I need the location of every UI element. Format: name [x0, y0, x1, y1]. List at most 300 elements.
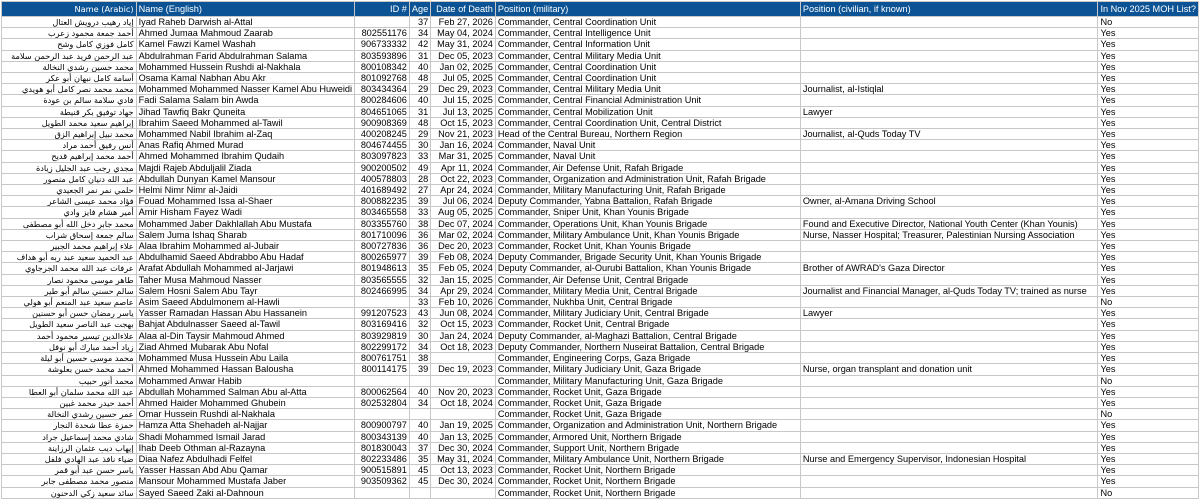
- cell-id[interactable]: 803169416: [355, 319, 410, 330]
- cell-date-of-death[interactable]: Dec 07, 2024: [431, 218, 496, 229]
- cell-moh-list[interactable]: No: [1098, 297, 1199, 308]
- cell-position-military[interactable]: Commander, Sniper Unit, Khan Younis Brigade: [495, 207, 800, 218]
- cell-name-arabic[interactable]: محمد محمد نصر كامل أبو هويدي: [2, 84, 137, 95]
- cell-position-civilian[interactable]: [800, 252, 1098, 263]
- cell-name-arabic[interactable]: عبد الرحمن فريد عبد الرحمن سلامة: [2, 50, 137, 61]
- cell-date-of-death[interactable]: Feb 08, 2024: [431, 252, 496, 263]
- cell-name-english[interactable]: Mohammed Anwar Habib: [136, 375, 354, 386]
- cell-moh-list[interactable]: Yes: [1098, 431, 1199, 442]
- cell-name-english[interactable]: Bahjat Abdulnasser Saeed al-Tawil: [136, 319, 354, 330]
- cell-id[interactable]: [355, 297, 410, 308]
- cell-position-military[interactable]: Commander, Rocket Unit, Central Brigade: [495, 319, 800, 330]
- cell-id[interactable]: 800761751: [355, 353, 410, 364]
- cell-name-english[interactable]: Abdulhamid Saeed Abdrabbo Abu Hadaf: [136, 252, 354, 263]
- cell-name-english[interactable]: Sayed Saeed Zaki al-Dahnoun: [136, 487, 354, 498]
- header-moh-list[interactable]: In Nov 2025 MOH List?: [1098, 2, 1199, 17]
- cell-moh-list[interactable]: Yes: [1098, 442, 1199, 453]
- cell-name-english[interactable]: Majdi Rajeb Abduljalil Ziada: [136, 162, 354, 173]
- cell-date-of-death[interactable]: Oct 18, 2023: [431, 341, 496, 352]
- cell-date-of-death[interactable]: Jun 08, 2024: [431, 308, 496, 319]
- cell-moh-list[interactable]: Yes: [1098, 252, 1199, 263]
- cell-age[interactable]: 30: [409, 140, 430, 151]
- cell-position-civilian[interactable]: Owner, al-Amana Driving School: [800, 196, 1098, 207]
- cell-name-english[interactable]: Fadi Salama Salam bin Awda: [136, 95, 354, 106]
- cell-date-of-death[interactable]: Jan 15, 2025: [431, 274, 496, 285]
- cell-id[interactable]: 900908369: [355, 117, 410, 128]
- cell-name-arabic[interactable]: محمد حسين رشدي النخالة: [2, 61, 137, 72]
- cell-position-civilian[interactable]: [800, 162, 1098, 173]
- cell-id[interactable]: 900515891: [355, 465, 410, 476]
- cell-moh-list[interactable]: Yes: [1098, 95, 1199, 106]
- cell-name-english[interactable]: Jihad Tawfiq Bakr Quneita: [136, 106, 354, 117]
- cell-date-of-death[interactable]: Aug 05, 2025: [431, 207, 496, 218]
- cell-name-english[interactable]: Abdullah Dunyan Kamel Mansour: [136, 173, 354, 184]
- cell-name-english[interactable]: Omar Hussein Rushdi al-Nakhala: [136, 409, 354, 420]
- cell-moh-list[interactable]: Yes: [1098, 465, 1199, 476]
- cell-moh-list[interactable]: Yes: [1098, 386, 1199, 397]
- cell-position-civilian[interactable]: Journalist and Financial Manager, al-Quds Today TV; trained as nurse: [800, 285, 1098, 296]
- cell-position-military[interactable]: Commander, Naval Unit: [495, 140, 800, 151]
- cell-date-of-death[interactable]: Dec 30, 2024: [431, 442, 496, 453]
- cell-moh-list[interactable]: Yes: [1098, 84, 1199, 95]
- cell-moh-list[interactable]: Yes: [1098, 274, 1199, 285]
- cell-moh-list[interactable]: No: [1098, 409, 1199, 420]
- cell-date-of-death[interactable]: Jul 15, 2025: [431, 95, 496, 106]
- cell-name-english[interactable]: Fouad Mohammed Issa al-Shaer: [136, 196, 354, 207]
- cell-date-of-death[interactable]: Nov 21, 2023: [431, 129, 496, 140]
- cell-name-english[interactable]: Salem Hosni Salem Abu Tayr: [136, 285, 354, 296]
- cell-name-english[interactable]: Osama Kamal Nabhan Abu Akr: [136, 73, 354, 84]
- cell-name-arabic[interactable]: ضياء نافذ عبد الهادي فلفل: [2, 453, 137, 464]
- cell-id[interactable]: 906733332: [355, 39, 410, 50]
- cell-age[interactable]: 28: [409, 173, 430, 184]
- cell-date-of-death[interactable]: Jul 06, 2024: [431, 196, 496, 207]
- cell-age[interactable]: 39: [409, 252, 430, 263]
- cell-name-english[interactable]: Mohammed Hussein Rushdi al-Nakhala: [136, 61, 354, 72]
- cell-position-military[interactable]: Commander, Military Media Unit, Central Brigade: [495, 285, 800, 296]
- cell-name-arabic[interactable]: أحمد حيدر محمد غبين: [2, 397, 137, 408]
- cell-position-civilian[interactable]: [800, 397, 1098, 408]
- cell-position-military[interactable]: Commander, Central Information Unit: [495, 39, 800, 50]
- cell-moh-list[interactable]: Yes: [1098, 39, 1199, 50]
- cell-date-of-death[interactable]: Jan 19, 2025: [431, 420, 496, 431]
- header-age[interactable]: Age: [409, 2, 430, 17]
- cell-name-arabic[interactable]: زياد أحمد مبارك أبو نوفل: [2, 341, 137, 352]
- cell-position-military[interactable]: Head of the Central Bureau, Northern Region: [495, 129, 800, 140]
- cell-position-military[interactable]: Commander, Operations Unit, Khan Younis Brigade: [495, 218, 800, 229]
- cell-name-arabic[interactable]: إبراهيم سعيد محمد الطويل: [2, 117, 137, 128]
- cell-id[interactable]: 803565555: [355, 274, 410, 285]
- cell-name-arabic[interactable]: طاهر موسى محمود نصار: [2, 274, 137, 285]
- cell-age[interactable]: 40: [409, 431, 430, 442]
- cell-position-military[interactable]: Commander, Central Financial Administration Unit: [495, 95, 800, 106]
- cell-id[interactable]: 800265977: [355, 252, 410, 263]
- cell-position-civilian[interactable]: [800, 330, 1098, 341]
- cell-age[interactable]: 45: [409, 476, 430, 487]
- cell-position-civilian[interactable]: [800, 297, 1098, 308]
- cell-id[interactable]: 804674455: [355, 140, 410, 151]
- cell-id[interactable]: 401689492: [355, 185, 410, 196]
- cell-age[interactable]: 29: [409, 84, 430, 95]
- cell-date-of-death[interactable]: Jan 24, 2024: [431, 330, 496, 341]
- cell-name-arabic[interactable]: فادي سلامة سالم بن عودة: [2, 95, 137, 106]
- cell-id[interactable]: 802233486: [355, 453, 410, 464]
- cell-date-of-death[interactable]: Oct 18, 2024: [431, 397, 496, 408]
- cell-name-english[interactable]: Abdullah Mohammed Salman Abu al-Atta: [136, 386, 354, 397]
- cell-date-of-death[interactable]: Apr 29, 2024: [431, 285, 496, 296]
- cell-moh-list[interactable]: Yes: [1098, 330, 1199, 341]
- cell-moh-list[interactable]: Yes: [1098, 397, 1199, 408]
- header-position-civilian[interactable]: Position (civilian, if known): [800, 2, 1098, 17]
- cell-moh-list[interactable]: Yes: [1098, 140, 1199, 151]
- cell-date-of-death[interactable]: Apr 24, 2024: [431, 185, 496, 196]
- cell-date-of-death[interactable]: [431, 353, 496, 364]
- cell-position-military[interactable]: Commander, Naval Unit: [495, 151, 800, 162]
- cell-name-english[interactable]: Ibrahim Saeed Mohammed al-Tawil: [136, 117, 354, 128]
- cell-moh-list[interactable]: Yes: [1098, 476, 1199, 487]
- cell-name-english[interactable]: Arafat Abdullah Mohammed al-Jarjawi: [136, 263, 354, 274]
- cell-date-of-death[interactable]: Oct 13, 2023: [431, 465, 496, 476]
- cell-age[interactable]: 31: [409, 50, 430, 61]
- cell-position-civilian[interactable]: [800, 95, 1098, 106]
- cell-name-arabic[interactable]: ياسر رمضان حسن أبو حسنين: [2, 308, 137, 319]
- cell-id[interactable]: [355, 17, 410, 28]
- cell-name-english[interactable]: Mansour Mohammed Mustafa Jaber: [136, 476, 354, 487]
- cell-age[interactable]: 45: [409, 465, 430, 476]
- cell-id[interactable]: 801830043: [355, 442, 410, 453]
- cell-age[interactable]: 40: [409, 420, 430, 431]
- cell-position-military[interactable]: Commander, Rocket Unit, Gaza Brigade: [495, 386, 800, 397]
- cell-name-english[interactable]: Alaa Ibrahim Mohammed al-Jubair: [136, 241, 354, 252]
- cell-id[interactable]: 900200502: [355, 162, 410, 173]
- cell-age[interactable]: 40: [409, 61, 430, 72]
- cell-position-civilian[interactable]: [800, 274, 1098, 285]
- cell-date-of-death[interactable]: Dec 19, 2023: [431, 364, 496, 375]
- cell-position-military[interactable]: Commander, Military Ambulance Unit, Khan Younis Brigade: [495, 229, 800, 240]
- cell-position-military[interactable]: Commander, Armored Unit, Northern Brigade: [495, 431, 800, 442]
- cell-position-military[interactable]: Commander, Rocket Unit, Northern Brigade: [495, 476, 800, 487]
- cell-position-military[interactable]: Commander, Rocket Unit, Northern Brigade: [495, 487, 800, 498]
- cell-id[interactable]: 800343139: [355, 431, 410, 442]
- cell-date-of-death[interactable]: Oct 15, 2023: [431, 319, 496, 330]
- cell-date-of-death[interactable]: Oct 15, 2023: [431, 117, 496, 128]
- header-position-military[interactable]: Position (military): [495, 2, 800, 17]
- cell-moh-list[interactable]: Yes: [1098, 50, 1199, 61]
- cell-name-arabic[interactable]: إياد رهيب درويش العتال: [2, 17, 137, 28]
- cell-id[interactable]: 801710096: [355, 229, 410, 240]
- cell-name-english[interactable]: Alaa al-Din Taysir Mahmoud Ahmed: [136, 330, 354, 341]
- cell-id[interactable]: 803929819: [355, 330, 410, 341]
- cell-position-civilian[interactable]: [800, 73, 1098, 84]
- cell-moh-list[interactable]: Yes: [1098, 73, 1199, 84]
- cell-name-arabic[interactable]: منصور محمد مصطفى جابر: [2, 476, 137, 487]
- cell-moh-list[interactable]: Yes: [1098, 420, 1199, 431]
- cell-age[interactable]: 38: [409, 218, 430, 229]
- cell-moh-list[interactable]: Yes: [1098, 173, 1199, 184]
- header-name-arabic[interactable]: Name (Arabic): [2, 2, 137, 17]
- cell-name-arabic[interactable]: سائد سعيد زكي الدحنون: [2, 487, 137, 498]
- cell-position-military[interactable]: Commander, Organization and Administration Unit, Rafah Brigade: [495, 173, 800, 184]
- cell-position-civilian[interactable]: [800, 50, 1098, 61]
- cell-name-arabic[interactable]: أمير هشام فايز وادي: [2, 207, 137, 218]
- cell-position-military[interactable]: Commander, Central Coordination Unit: [495, 17, 800, 28]
- cell-position-military[interactable]: Commander, Central Military Media Unit: [495, 84, 800, 95]
- cell-name-english[interactable]: Mohammed Jaber Dakhlallah Abu Mustafa: [136, 218, 354, 229]
- cell-position-civilian[interactable]: [800, 409, 1098, 420]
- cell-position-military[interactable]: Commander, Engineering Corps, Gaza Brigade: [495, 353, 800, 364]
- cell-position-civilian[interactable]: [800, 17, 1098, 28]
- cell-name-arabic[interactable]: ياسر حسن عبد أبو قمر: [2, 465, 137, 476]
- cell-age[interactable]: 48: [409, 117, 430, 128]
- cell-id[interactable]: 801092768: [355, 73, 410, 84]
- cell-position-military[interactable]: Commander, Organization and Administration Unit, Northern Brigade: [495, 420, 800, 431]
- cell-name-english[interactable]: Mohammed Mohammed Nasser Kamel Abu Huweidi: [136, 84, 354, 95]
- cell-position-civilian[interactable]: [800, 465, 1098, 476]
- cell-name-arabic[interactable]: أسامة كامل نبهان أبو عكر: [2, 73, 137, 84]
- cell-position-military[interactable]: Commander, Military Ambulance Unit, Northern Brigade: [495, 453, 800, 464]
- cell-age[interactable]: 34: [409, 341, 430, 352]
- cell-age[interactable]: 27: [409, 185, 430, 196]
- cell-position-civilian[interactable]: [800, 140, 1098, 151]
- cell-age[interactable]: 35: [409, 263, 430, 274]
- cell-moh-list[interactable]: Yes: [1098, 341, 1199, 352]
- cell-position-military[interactable]: Commander, Rocket Unit, Khan Younis Brigade: [495, 241, 800, 252]
- cell-name-english[interactable]: Iyad Raheb Darwish al-Attal: [136, 17, 354, 28]
- cell-name-arabic[interactable]: محمد موسى حسين أبو ليلة: [2, 353, 137, 364]
- cell-position-military[interactable]: Commander, Central Military Media Unit: [495, 50, 800, 61]
- cell-position-civilian[interactable]: [800, 375, 1098, 386]
- cell-age[interactable]: 49: [409, 162, 430, 173]
- cell-position-military[interactable]: Deputy Commander, al-Maghazi Battalion, Central Brigade: [495, 330, 800, 341]
- cell-position-civilian[interactable]: [800, 151, 1098, 162]
- cell-position-civilian[interactable]: Journalist, al-Istiqlal: [800, 84, 1098, 95]
- cell-position-civilian[interactable]: [800, 420, 1098, 431]
- cell-date-of-death[interactable]: May 31, 2024: [431, 39, 496, 50]
- cell-moh-list[interactable]: No: [1098, 375, 1199, 386]
- cell-position-civilian[interactable]: [800, 431, 1098, 442]
- cell-position-civilian[interactable]: [800, 353, 1098, 364]
- cell-name-english[interactable]: Ihab Deeb Othman al-Razayna: [136, 442, 354, 453]
- cell-name-arabic[interactable]: محمد جابر دخل الله أبو مصطفى: [2, 218, 137, 229]
- cell-date-of-death[interactable]: Mar 31, 2025: [431, 151, 496, 162]
- cell-position-civilian[interactable]: Lawyer: [800, 308, 1098, 319]
- cell-date-of-death[interactable]: [431, 409, 496, 420]
- cell-position-military[interactable]: Commander, Rocket Unit, Northern Brigade: [495, 465, 800, 476]
- cell-id[interactable]: 803465558: [355, 207, 410, 218]
- cell-name-english[interactable]: Mohammed Musa Hussein Abu Laila: [136, 353, 354, 364]
- cell-position-civilian[interactable]: Journalist, al-Quds Today TV: [800, 129, 1098, 140]
- header-name-english[interactable]: Name (English): [136, 2, 354, 17]
- cell-position-civilian[interactable]: [800, 241, 1098, 252]
- cell-date-of-death[interactable]: Feb 05, 2024: [431, 263, 496, 274]
- cell-moh-list[interactable]: Yes: [1098, 185, 1199, 196]
- cell-moh-list[interactable]: Yes: [1098, 162, 1199, 173]
- cell-moh-list[interactable]: Yes: [1098, 151, 1199, 162]
- cell-moh-list[interactable]: No: [1098, 487, 1199, 498]
- cell-position-military[interactable]: Deputy Commander, al-Ourubi Battalion, Khan Younis Brigade: [495, 263, 800, 274]
- cell-name-english[interactable]: Ziad Ahmed Mubarak Abu Nofal: [136, 341, 354, 352]
- header-date-of-death[interactable]: Date of Death: [431, 2, 496, 17]
- cell-name-arabic[interactable]: محمد أنور حبيب: [2, 375, 137, 386]
- cell-date-of-death[interactable]: Mar 02, 2024: [431, 229, 496, 240]
- cell-id[interactable]: 801948613: [355, 263, 410, 274]
- cell-date-of-death[interactable]: Nov 20, 2023: [431, 386, 496, 397]
- cell-date-of-death[interactable]: Jan 13, 2025: [431, 431, 496, 442]
- cell-name-arabic[interactable]: عبد الحميد سعيد عبد ربه أبو هداف: [2, 252, 137, 263]
- cell-name-english[interactable]: Ahmed Mohammed Hassan Balousha: [136, 364, 354, 375]
- cell-position-military[interactable]: Commander, Central Coordination Unit, Central District: [495, 117, 800, 128]
- cell-moh-list[interactable]: Yes: [1098, 229, 1199, 240]
- cell-id[interactable]: 400578803: [355, 173, 410, 184]
- cell-position-military[interactable]: Commander, Military Manufacturing Unit, Gaza Brigade: [495, 375, 800, 386]
- cell-age[interactable]: 39: [409, 364, 430, 375]
- cell-age[interactable]: 37: [409, 17, 430, 28]
- cell-date-of-death[interactable]: Jul 05, 2025: [431, 73, 496, 84]
- cell-moh-list[interactable]: Yes: [1098, 308, 1199, 319]
- cell-name-arabic[interactable]: شادي محمد إسماعيل جراد: [2, 431, 137, 442]
- cell-age[interactable]: 40: [409, 95, 430, 106]
- cell-age[interactable]: 30: [409, 330, 430, 341]
- cell-id[interactable]: 802299172: [355, 341, 410, 352]
- cell-name-arabic[interactable]: حمزة عطا شحدة النجار: [2, 420, 137, 431]
- cell-age[interactable]: [409, 409, 430, 420]
- cell-name-arabic[interactable]: مجدي رجب عبد الجليل زيادة: [2, 162, 137, 173]
- cell-position-civilian[interactable]: [800, 61, 1098, 72]
- cell-age[interactable]: 33: [409, 151, 430, 162]
- cell-name-arabic[interactable]: كامل فوزي كامل وشح: [2, 39, 137, 50]
- cell-name-arabic[interactable]: أحمد جمعة محمود زعرب: [2, 28, 137, 39]
- cell-name-english[interactable]: Amir Hisham Fayez Wadi: [136, 207, 354, 218]
- cell-name-arabic[interactable]: سالم جمعة إسحاق شراب: [2, 229, 137, 240]
- cell-position-military[interactable]: Commander, Rocket Unit, Gaza Brigade: [495, 409, 800, 420]
- cell-name-english[interactable]: Abdulrahman Farid Abdulrahman Salama: [136, 50, 354, 61]
- cell-age[interactable]: 35: [409, 453, 430, 464]
- cell-position-military[interactable]: Commander, Central Intelligence Unit: [495, 28, 800, 39]
- cell-name-english[interactable]: Hamza Atta Shehadeh al-Najjar: [136, 420, 354, 431]
- cell-position-military[interactable]: Commander, Air Defense Unit, Central Brigade: [495, 274, 800, 285]
- cell-date-of-death[interactable]: Dec 30, 2024: [431, 476, 496, 487]
- cell-age[interactable]: 34: [409, 285, 430, 296]
- cell-id[interactable]: 803593896: [355, 50, 410, 61]
- cell-position-military[interactable]: Commander, Central Coordination Unit: [495, 73, 800, 84]
- cell-date-of-death[interactable]: Oct 22, 2023: [431, 173, 496, 184]
- cell-position-civilian[interactable]: [800, 319, 1098, 330]
- cell-age[interactable]: 36: [409, 241, 430, 252]
- cell-name-arabic[interactable]: أنس رفيق أحمد مراد: [2, 140, 137, 151]
- cell-name-arabic[interactable]: عاصم سعيد عبد المنعم أبو هولي: [2, 297, 137, 308]
- cell-age[interactable]: 31: [409, 106, 430, 117]
- cell-id[interactable]: 802551176: [355, 28, 410, 39]
- cell-moh-list[interactable]: Yes: [1098, 196, 1199, 207]
- cell-position-military[interactable]: Commander, Military Judiciary Unit, Gaza Brigade: [495, 364, 800, 375]
- cell-age[interactable]: 48: [409, 73, 430, 84]
- cell-id[interactable]: 800882235: [355, 196, 410, 207]
- cell-id[interactable]: 803434364: [355, 84, 410, 95]
- cell-moh-list[interactable]: Yes: [1098, 319, 1199, 330]
- cell-date-of-death[interactable]: [431, 375, 496, 386]
- cell-name-arabic[interactable]: أحمد محمد حسن بعلوشة: [2, 364, 137, 375]
- cell-moh-list[interactable]: Yes: [1098, 207, 1199, 218]
- cell-age[interactable]: 38: [409, 353, 430, 364]
- cell-age[interactable]: [409, 375, 430, 386]
- cell-name-english[interactable]: Diaa Nafez Abdulhadi Felfel: [136, 453, 354, 464]
- cell-position-military[interactable]: Commander, Rocket Unit, Gaza Brigade: [495, 397, 800, 408]
- cell-date-of-death[interactable]: May 04, 2024: [431, 28, 496, 39]
- cell-id[interactable]: 991207523: [355, 308, 410, 319]
- cell-name-english[interactable]: Ahmed Jumaa Mahmoud Zaarab: [136, 28, 354, 39]
- cell-moh-list[interactable]: Yes: [1098, 106, 1199, 117]
- cell-id[interactable]: 803097823: [355, 151, 410, 162]
- cell-date-of-death[interactable]: May 31, 2024: [431, 453, 496, 464]
- cell-position-civilian[interactable]: [800, 341, 1098, 352]
- cell-age[interactable]: 39: [409, 196, 430, 207]
- cell-id[interactable]: 803355760: [355, 218, 410, 229]
- cell-name-english[interactable]: Salem Juma Ishaq Sharab: [136, 229, 354, 240]
- cell-date-of-death[interactable]: Apr 11, 2024: [431, 162, 496, 173]
- cell-position-military[interactable]: Commander, Military Manufacturing Unit, Rafah Brigade: [495, 185, 800, 196]
- cell-name-arabic[interactable]: جهاد توفيق بكر قنيطة: [2, 106, 137, 117]
- cell-name-arabic[interactable]: بهجت عبد الناصر سعيد الطويل: [2, 319, 137, 330]
- cell-id[interactable]: 802466995: [355, 285, 410, 296]
- cell-position-civilian[interactable]: Brother of AWRAD's Gaza Director: [800, 263, 1098, 274]
- cell-position-civilian[interactable]: [800, 476, 1098, 487]
- cell-moh-list[interactable]: Yes: [1098, 353, 1199, 364]
- cell-position-civilian[interactable]: Nurse and Emergency Supervisor, Indonesian Hospital: [800, 453, 1098, 464]
- cell-position-military[interactable]: Commander, Support Unit, Northern Brigade: [495, 442, 800, 453]
- cell-age[interactable]: 32: [409, 319, 430, 330]
- cell-name-english[interactable]: Anas Rafiq Ahmed Murad: [136, 140, 354, 151]
- cell-age[interactable]: 43: [409, 308, 430, 319]
- cell-position-civilian[interactable]: [800, 39, 1098, 50]
- cell-date-of-death[interactable]: Jan 02, 2025: [431, 61, 496, 72]
- cell-age[interactable]: 33: [409, 297, 430, 308]
- cell-age[interactable]: 33: [409, 207, 430, 218]
- cell-id[interactable]: 804651065: [355, 106, 410, 117]
- cell-position-civilian[interactable]: Nurse, Nasser Hospital; Treasurer, Palestinian Nursing Association: [800, 229, 1098, 240]
- cell-position-military[interactable]: Commander, Central Mobilization Unit: [495, 106, 800, 117]
- cell-id[interactable]: [355, 375, 410, 386]
- cell-position-civilian[interactable]: [800, 185, 1098, 196]
- cell-position-military[interactable]: Commander, Military Judiciary Unit, Central Brigade: [495, 308, 800, 319]
- cell-age[interactable]: 32: [409, 274, 430, 285]
- cell-moh-list[interactable]: Yes: [1098, 129, 1199, 140]
- cell-name-english[interactable]: Shadi Mohammed Ismail Jarad: [136, 431, 354, 442]
- cell-name-arabic[interactable]: إيهاب ديب عثمان الرزاينة: [2, 442, 137, 453]
- cell-position-military[interactable]: Deputy Commander, Yabna Battalion, Rafah Brigade: [495, 196, 800, 207]
- cell-age[interactable]: 42: [409, 39, 430, 50]
- cell-moh-list[interactable]: Yes: [1098, 241, 1199, 252]
- cell-name-english[interactable]: Helmi Nimr Nimr al-Jaidi: [136, 185, 354, 196]
- cell-position-civilian[interactable]: [800, 386, 1098, 397]
- cell-position-military[interactable]: Deputy Commander, Northern Nuseirat Battalion, Central Brigade: [495, 341, 800, 352]
- cell-position-civilian[interactable]: Found and Executive Director, National Youth Center (Khan Younis): [800, 218, 1098, 229]
- header-id[interactable]: ID #: [355, 2, 410, 17]
- cell-age[interactable]: 37: [409, 442, 430, 453]
- cell-date-of-death[interactable]: Dec 20, 2023: [431, 241, 496, 252]
- cell-id[interactable]: 800727836: [355, 241, 410, 252]
- cell-position-civilian[interactable]: Nurse, organ transplant and donation unit: [800, 364, 1098, 375]
- cell-id[interactable]: 800062564: [355, 386, 410, 397]
- cell-name-arabic[interactable]: عبد الله دنيان كامل منصور: [2, 173, 137, 184]
- cell-name-english[interactable]: Yasser Hassan Abd Abu Qamar: [136, 465, 354, 476]
- cell-position-military[interactable]: Deputy Commander, Brigade Security Unit, Khan Younis Brigade: [495, 252, 800, 263]
- cell-position-civilian[interactable]: [800, 442, 1098, 453]
- cell-moh-list[interactable]: No: [1098, 17, 1199, 28]
- cell-moh-list[interactable]: Yes: [1098, 364, 1199, 375]
- cell-moh-list[interactable]: Yes: [1098, 218, 1199, 229]
- cell-id[interactable]: 800284606: [355, 95, 410, 106]
- cell-name-english[interactable]: Asim Saeed Abdulmonem al-Hawli: [136, 297, 354, 308]
